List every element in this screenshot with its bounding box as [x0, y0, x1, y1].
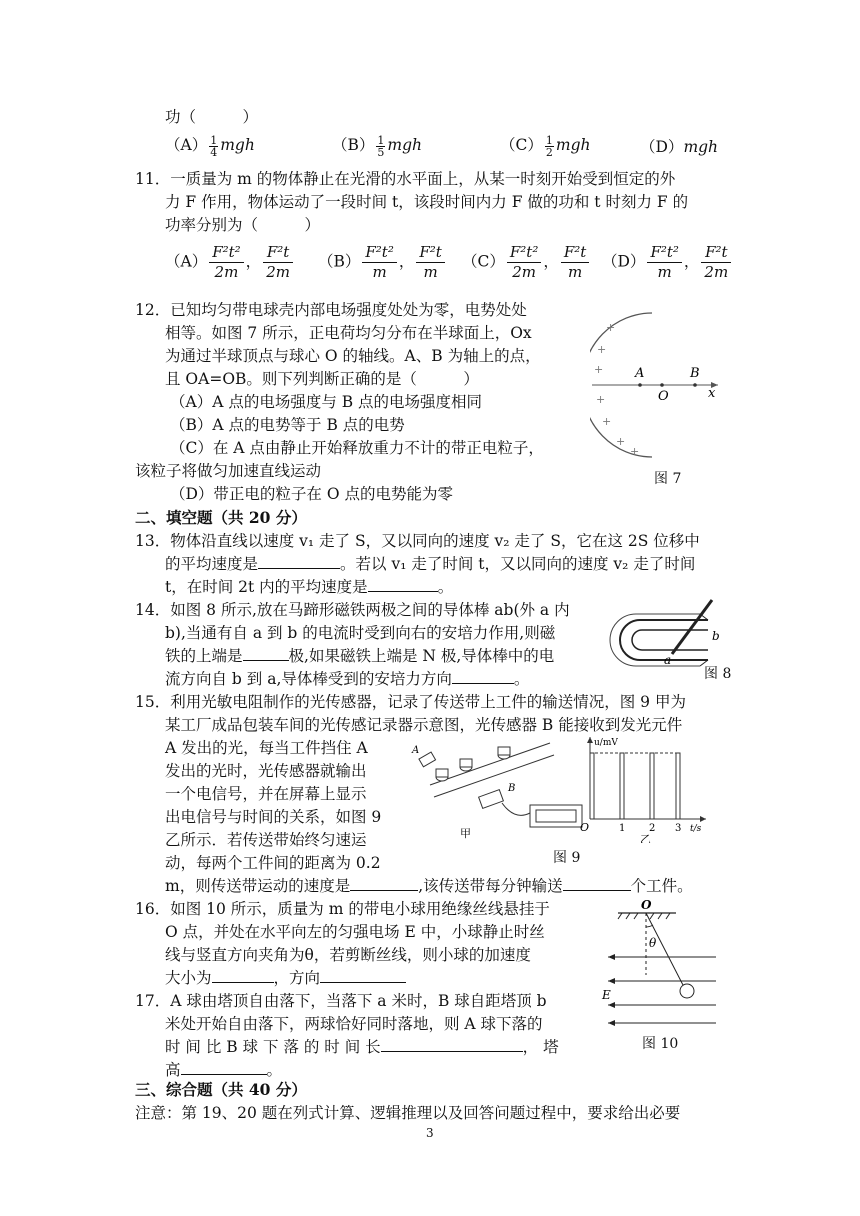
- page-number: 3: [426, 1126, 434, 1140]
- fig7-label-x: x: [708, 386, 716, 401]
- q11-line2: 力 F 作用，物体运动了一段时间 t，该段时间内力 F 做的功和 t 时刻力 F 的: [165, 193, 689, 211]
- fig7-plus: +: [630, 445, 640, 458]
- fig7-plus: +: [602, 415, 612, 428]
- q14-line3: 铁的上端是 极,如果磁铁上端是 N 极,导体棒中的电: [165, 647, 555, 665]
- q15-line8: 动，每两个工件间的距离为 0.2: [165, 854, 381, 872]
- fig10-label-theta: θ: [649, 936, 657, 950]
- section-3-heading: 三、综合题（共 40 分）: [135, 1080, 307, 1099]
- q12-line1: 12．已知均匀带电球壳内部电场强度处处为零，电势处处: [135, 301, 527, 319]
- q15-line3: A 发出的光，每当工件挡住 A: [165, 739, 368, 757]
- q11-option-a: （A） $\frac{\text{F²t²}}{2m}$ ， $\frac{\text{F²t}}{2m}$: [165, 243, 295, 282]
- fig7-label-a: A: [635, 366, 645, 381]
- q14-blank-2[interactable]: [452, 668, 514, 684]
- q16-line3: 线与竖直方向夹角为θ，若剪断丝线，则小球的加速度: [165, 946, 531, 964]
- q15-line7: 乙所示．若传送带始终匀速运: [165, 831, 367, 849]
- figure-10: [598, 895, 723, 1030]
- fig7-plus: +: [594, 363, 604, 376]
- fig7-caption: 图 7: [654, 471, 682, 487]
- fig7-plus: +: [606, 321, 616, 334]
- fig7-label-b: B: [690, 366, 700, 381]
- fig9-tick-2: 2: [649, 823, 656, 834]
- q16-blank-1[interactable]: [212, 967, 274, 983]
- q15-line4: 发出的光时，光传感器就输出: [165, 762, 367, 780]
- fig7-plus: +: [597, 343, 607, 356]
- fig9-label-yi: 乙: [640, 833, 651, 843]
- q14-blank-1[interactable]: [243, 645, 289, 661]
- q13-line3: t，在时间 2t 内的平均速度是 。: [165, 578, 454, 596]
- fig7-label-o: O: [658, 389, 669, 404]
- q16-line2: O 点，并处在水平向左的匀强电场 E 中，小球静止时丝: [165, 923, 545, 941]
- q17-line1: 17．A 球由塔顶自由落下，当落下 a 米时，B 球自距塔顶 b: [135, 992, 547, 1010]
- fig9-tick-1: 1: [619, 823, 626, 834]
- q16-line1: 16．如图 10 所示，质量为 m 的带电小球用绝缘丝线悬挂于: [135, 900, 550, 918]
- q13-line1: 13．物体沿直线以速度 v₁ 走了 S，又以同向的速度 v₂ 走了 S，它在这 2S 位移中: [135, 532, 700, 550]
- q15-line2: 某工厂成品包装车间的光传感记录器示意图，光传感器 B 能接收到发光元件: [165, 716, 683, 734]
- q14-line4: 流方向自 b 到 a,导体棒受到的安培力方向 。: [165, 670, 530, 688]
- fig9-label-jia: 甲: [460, 827, 471, 840]
- fig9-label-a: A: [412, 745, 420, 756]
- q12-line3: 为通过半球顶点与球心 O 的轴线。A、B 为轴上的点，: [165, 347, 541, 365]
- q12-line4: 且 OA=OB。则下列判断正确的是（ ）: [165, 370, 479, 388]
- q11-option-d: （D） $\frac{\text{F²t²}}{m}$ ， $\frac{\text{F²t}}{2m}$: [602, 243, 733, 282]
- q16-blank-2[interactable]: [320, 967, 406, 983]
- fig10-label-e: E: [602, 988, 611, 1002]
- fig8-caption: 图 8: [704, 666, 732, 682]
- q15-line6: 出电信号与时间的关系，如图 9: [165, 808, 382, 826]
- q17-line3: 时 间 比 B 球 下 落 的 时 间 长 ， 塔: [165, 1038, 559, 1056]
- fig7-plus: +: [616, 435, 626, 448]
- fig8-label-a: a: [664, 653, 672, 667]
- q16-line4: 大小为 ，方向: [165, 966, 406, 988]
- q12-option-c-cont: 该粒子将做匀加速直线运动: [135, 462, 322, 480]
- fig9-caption: 图 9: [553, 850, 581, 866]
- q15-blank-1[interactable]: [350, 875, 418, 891]
- q12-option-c: （C）在 A 点由静止开始释放重力不计的带正电粒子，: [170, 439, 544, 457]
- fig9-tick-o: O: [580, 821, 590, 834]
- fig9-ylabel: u/mV: [594, 738, 618, 748]
- fig10-caption: 图 10: [642, 1036, 679, 1052]
- fig8-label-b: b: [712, 629, 720, 643]
- fig7-plus: +: [596, 393, 606, 406]
- q10-option-a: （A） $\frac{1}{4}$ mgh: [165, 133, 255, 159]
- q12-line2: 相等。如图 7 所示，正电荷均匀分布在半球面上，Ox: [165, 324, 532, 342]
- q13-blank-2[interactable]: [368, 576, 438, 592]
- q15-blank-2[interactable]: [563, 875, 631, 891]
- q11-line1: 11．一质量为 m 的物体静止在光滑的水平面上，从某一时刻开始受到恒定的外: [135, 170, 676, 188]
- figure-9: [410, 733, 710, 843]
- q11-option-c: （C） $\frac{\text{F²t²}}{2m}$ ， $\frac{\text{F²t}}{m}$: [462, 243, 591, 282]
- section-3-note: 注意：第 19、20 题在列式计算、逻辑推理以及回答问题过程中，要求给出必要: [135, 1104, 681, 1122]
- q13-line2: 的平均速度是 。若以 v₁ 走了时间 t，又以同向的速度 v₂ 走了时间: [165, 555, 696, 573]
- q12-option-a: （A）A 点的电场强度与 B 点的电场强度相同: [170, 393, 483, 411]
- q13-blank-1[interactable]: [258, 553, 340, 569]
- q12-option-b: （B）A 点的电势等于 B 点的电势: [170, 416, 405, 434]
- q10-option-c: （C） $\frac{1}{2}$ mgh: [500, 133, 591, 159]
- fig9-tick-3: 3: [675, 823, 682, 834]
- section-2-heading: 二、填空题（共 20 分）: [135, 508, 307, 527]
- q15-line1: 15．利用光敏电阻制作的光传感器，记录了传送带上工件的输送情况，图 9 甲为: [135, 693, 686, 711]
- fig10-label-o: O: [641, 898, 652, 912]
- q10-tail: 功（ ）: [165, 108, 259, 126]
- q11-option-b: （B） $\frac{\text{F²t²}}{m}$ ， $\frac{\text{F²t}}{m}$: [318, 243, 447, 282]
- q15-line5: 一个电信号，并在屏幕上显示: [165, 785, 367, 803]
- q17-blank-2[interactable]: [181, 1059, 267, 1075]
- q17-line4: 高 。: [165, 1061, 283, 1079]
- q14-line2: b),当通有自 a 到 b 的电流时受到向右的安培力作用,则磁: [165, 624, 556, 642]
- q11-line3: 功率分别为（ ）: [165, 216, 321, 234]
- q15-line9: m，则传送带运动的速度是 ,该传送带每分钟输送 个工件。: [165, 877, 693, 895]
- q17-line2: 米处开始自由落下，两球恰好同时落地，则 A 球下落的: [165, 1015, 543, 1033]
- fig9-xlabel: t/s: [690, 824, 702, 834]
- q17-blank-1[interactable]: [381, 1036, 523, 1052]
- figure-7: [590, 305, 730, 460]
- q12-option-d: （D）带正电的粒子在 O 点的电势能为零: [170, 485, 453, 503]
- fig9-label-b: B: [508, 783, 516, 794]
- q10-option-b: （B） $\frac{1}{5}$ mgh: [332, 133, 422, 159]
- q14-line1: 14．如图 8 所示,放在马蹄形磁铁两极之间的导体棒 ab(外 a 内: [135, 601, 570, 619]
- q10-option-d: （D）mgh: [640, 138, 719, 156]
